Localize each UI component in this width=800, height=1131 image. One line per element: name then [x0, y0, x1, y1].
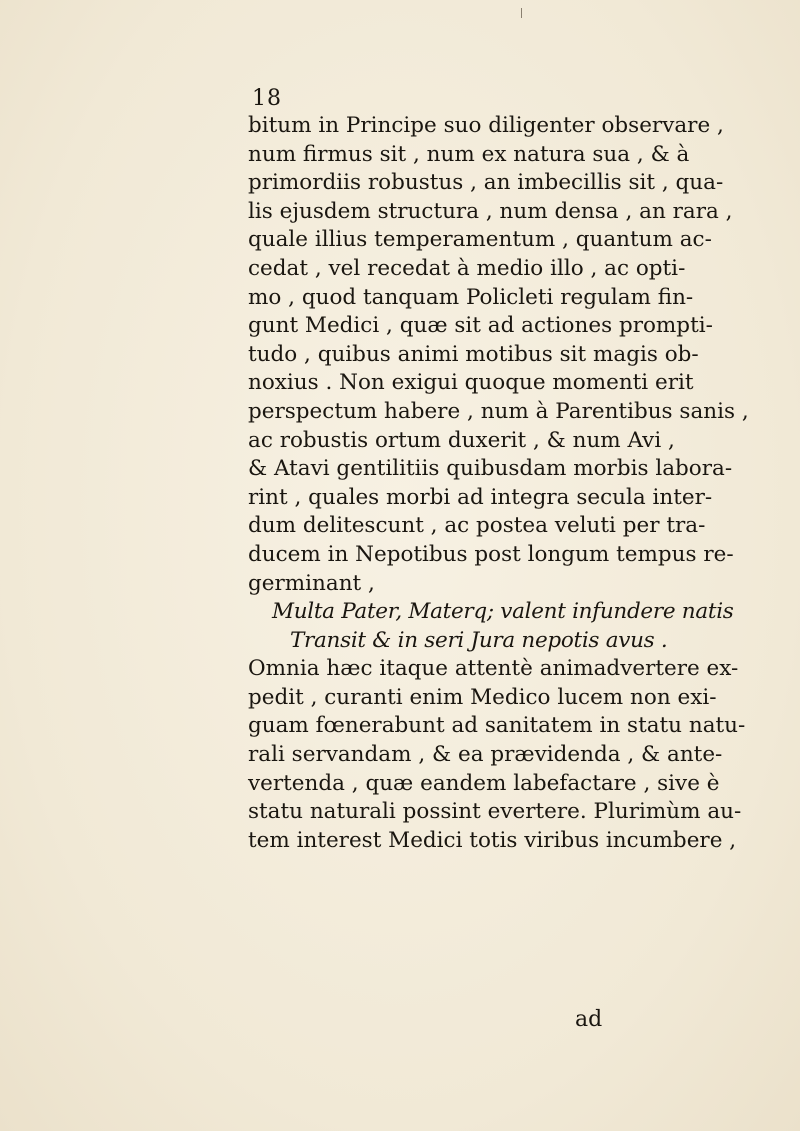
text-line: quale illius temperamentum , quantum ac-	[248, 227, 712, 253]
text-line: rint , quales morbi ad integra secula inter-	[248, 484, 713, 510]
text-line: rali servandam , & ea prævidenda , & ante-	[248, 742, 723, 768]
text-line: germinant ,	[248, 570, 375, 596]
text-line: num firmus sit , num ex natura sua , & à	[248, 141, 690, 167]
text-line: lis ejusdem structura , num densa , an rara ,	[248, 198, 733, 224]
text-line: noxius . Non exigui quoque momenti erit	[248, 370, 694, 396]
text-line: primordiis robustus , an imbecillis sit , qua-	[248, 170, 724, 196]
text-line: tem interest Medici totis viribus incumbere ,	[248, 827, 737, 853]
text-line: dum delitescunt , ac postea veluti per tra-	[248, 513, 706, 539]
text-line: bitum in Principe suo diligenter observare ,	[248, 113, 724, 138]
text-line: gunt Medici , quæ sit ad actiones prompti-	[248, 313, 713, 339]
text-line: & Atavi gentilitiis quibusdam morbis labora-	[248, 456, 733, 482]
text-line: mo , quod tanquam Policleti regulam fin-	[248, 284, 694, 310]
text-line: Omnia hæc itaque attentè animadvertere ex-	[248, 656, 739, 682]
text-line: pedit , curanti enim Medico lucem non exi-	[248, 684, 717, 710]
body-text	[248, 112, 749, 855]
text-line: tudo , quibus animi motibus sit magis ob-	[248, 341, 699, 367]
text-line: perspectum habere , num à Parentibus sanis ,	[248, 398, 749, 424]
text-line: cedat , vel recedat à medio illo , ac opti-	[248, 255, 686, 281]
text-line: ac robustis ortum duxerit , & num Avi ,	[248, 427, 675, 453]
catchword: ad	[575, 1007, 603, 1032]
page-number: 18	[252, 86, 282, 111]
verse-line: Transit & in seri Jura nepotis avus .	[290, 627, 668, 653]
text-line: ducem in Nepotibus post longum tempus re-	[248, 541, 734, 567]
verse-line: Multa Pater, Materq; valent infundere natis	[272, 599, 734, 625]
text-line: guam fœnerabunt ad sanitatem in statu natu-	[248, 713, 746, 739]
text-line: statu naturali possint evertere. Plurimùm au-	[248, 799, 742, 825]
margin-mark	[521, 8, 522, 18]
text-line: vertenda , quæ eandem labefactare , sive è	[248, 770, 720, 796]
